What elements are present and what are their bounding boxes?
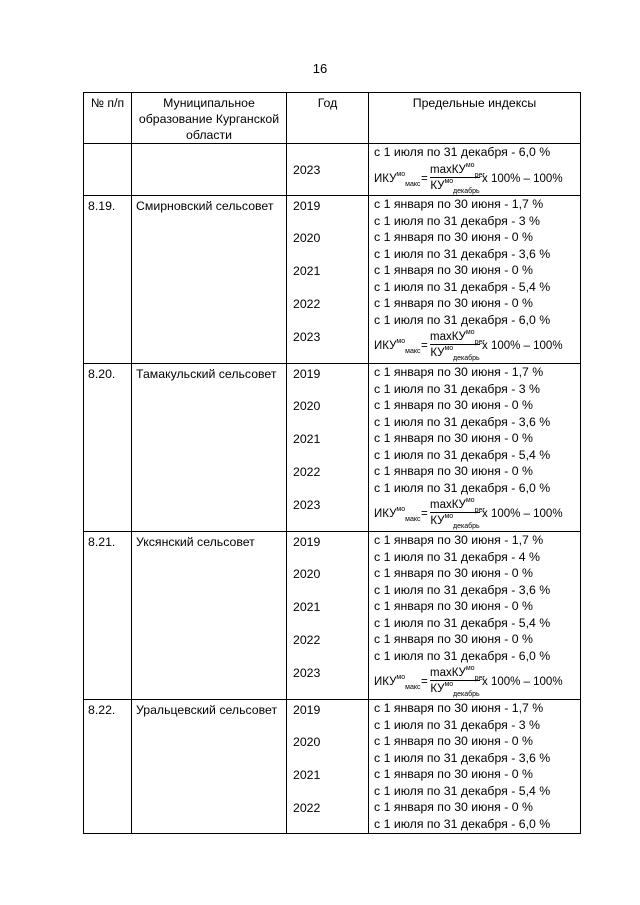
cell-num: 8.22. <box>84 700 132 834</box>
formula-tail: x 100% – 100% <box>482 676 563 688</box>
index-line: с 1 января по 30 июня - 0 % <box>374 800 533 814</box>
cell-municipality: Уральцевский сельсовет <box>132 700 287 834</box>
table-row-continuation <box>84 144 581 196</box>
cell-year <box>287 144 369 196</box>
formula-eq: = <box>421 172 428 185</box>
index-line: с 1 июля по 31 декабря - 3,6 % <box>374 582 551 597</box>
year-label: 2021 <box>293 264 321 278</box>
index-line: с 1 июля по 31 декабря - 5,4 % <box>374 783 551 798</box>
index-line: с 1 июля по 31 декабря - 6,0 % <box>374 145 551 159</box>
formula-lhs-sup: мо <box>396 674 406 681</box>
index-line: с 1 июля по 31 декабря - 3 % <box>374 213 540 228</box>
formula-lhs-sub: макс <box>405 180 421 188</box>
page-number: 16 <box>312 61 328 76</box>
index-line: с 1 января по 30 июня - 1,7 % <box>374 701 544 715</box>
table-header-row <box>84 93 581 144</box>
formula-lhs-sup: мо <box>396 506 406 513</box>
formula-lhs: ИКУ <box>374 340 397 352</box>
index-line: с 1 января по 30 июня - 1,7 % <box>374 197 544 211</box>
table-row <box>84 532 581 700</box>
formula-eq: = <box>421 676 428 688</box>
cell-municipality: Тамакульский сельсовет <box>132 364 287 532</box>
cell-years <box>287 196 369 364</box>
index-line: с 1 января по 30 июня - 0 % <box>374 599 533 613</box>
index-line: с 1 июля по 31 декабря - 6,0 % <box>374 480 551 495</box>
formula-tail: x 100% – 100% <box>482 508 563 520</box>
formula-lhs: ИКУ <box>374 508 397 520</box>
index-line: с 1 января по 30 июня - 1,7 % <box>374 533 544 547</box>
formula-num-sub: рег <box>474 339 485 346</box>
year-label: 2023 <box>293 330 321 344</box>
formula-num-sup: мо <box>465 161 475 169</box>
formula-num: maxКУ <box>430 163 466 176</box>
formula-num-sub: рег <box>474 171 485 179</box>
cell-indices <box>369 700 581 834</box>
year-label: 2023 <box>293 498 321 512</box>
index-formula <box>374 664 580 698</box>
year-label: 2020 <box>293 399 321 413</box>
tariff-index-table <box>83 92 581 834</box>
header-municipality: Муниципальное образование Курганской области <box>132 93 287 144</box>
year-label: 2022 <box>293 465 321 479</box>
formula-den-sup: мо <box>444 345 454 352</box>
year-label: 2020 <box>293 231 321 245</box>
formula-den-sub: декабрь <box>453 187 480 195</box>
index-line: с 1 июля по 31 декабря - 5,4 % <box>374 615 551 630</box>
index-formula <box>374 161 580 195</box>
header-num: № п/п <box>84 93 132 144</box>
year-label: 2022 <box>293 297 321 311</box>
year-label: 2020 <box>293 735 321 749</box>
index-line: с 1 июля по 31 декабря - 5,4 % <box>374 447 551 462</box>
index-line: с 1 июля по 31 декабря - 6,0 % <box>374 816 551 831</box>
formula-num: maxКУ <box>430 499 466 511</box>
formula-den-sub: декабрь <box>453 523 480 530</box>
cell-years <box>287 364 369 532</box>
index-line: с 1 января по 30 июня - 0 % <box>374 230 533 244</box>
formula-den: КУ <box>430 347 445 359</box>
header-year: Год <box>287 93 369 144</box>
index-line: с 1 июля по 31 декабря - 5,4 % <box>374 279 551 294</box>
cell-indices <box>369 532 581 700</box>
year-label: 2019 <box>293 199 321 213</box>
year-label: 2023 <box>293 666 321 680</box>
cell-num-empty <box>84 144 132 196</box>
year-label: 2021 <box>293 432 321 446</box>
year-label: 2019 <box>293 703 321 717</box>
formula-den-sub: декабрь <box>453 691 480 698</box>
formula-den-sub: декабрь <box>453 355 480 362</box>
formula-tail: x 100% – 100% <box>482 172 563 185</box>
index-line: с 1 января по 30 июня - 0 % <box>374 431 533 445</box>
index-line: с 1 июля по 31 декабря - 6,0 % <box>374 648 551 663</box>
formula-num-sup: мо <box>465 329 475 336</box>
index-line: с 1 июля по 31 декабря - 3,6 % <box>374 750 551 765</box>
formula-den-sup: мо <box>444 513 454 520</box>
formula-lhs: ИКУ <box>374 676 397 688</box>
year-label: 2021 <box>293 600 321 614</box>
cell-num: 8.20. <box>84 364 132 532</box>
index-line: с 1 июля по 31 декабря - 3,6 % <box>374 246 551 261</box>
formula-den-sup: мо <box>444 177 454 185</box>
formula-num-sup: мо <box>465 497 475 504</box>
formula-den: КУ <box>430 683 445 695</box>
year-label: 2022 <box>293 633 321 647</box>
header-indices: Предельные индексы <box>369 93 581 144</box>
formula-lhs-sup: мо <box>396 170 406 178</box>
formula-lhs-sup: мо <box>396 338 406 345</box>
index-formula <box>374 328 580 362</box>
index-line: с 1 января по 30 июня - 0 % <box>374 566 533 580</box>
year-label: 2021 <box>293 768 321 782</box>
formula-num-sup: мо <box>465 665 475 672</box>
index-formula <box>374 496 580 530</box>
index-line: с 1 января по 30 июня - 0 % <box>374 767 533 781</box>
index-line: с 1 января по 30 июня - 0 % <box>374 296 533 310</box>
index-line: с 1 января по 30 июня - 0 % <box>374 632 533 646</box>
year-label: 2022 <box>293 801 321 815</box>
formula-eq: = <box>421 340 428 352</box>
cell-num: 8.21. <box>84 532 132 700</box>
table-row <box>84 700 581 834</box>
index-line: с 1 января по 30 июня - 1,7 % <box>374 365 544 379</box>
formula-num: maxКУ <box>430 667 466 679</box>
cell-municipality: Смирновский сельсовет <box>132 196 287 364</box>
table-row <box>84 196 581 364</box>
cell-years <box>287 532 369 700</box>
cell-indices <box>369 144 581 196</box>
index-line: с 1 июля по 31 декабря - 3 % <box>374 381 540 396</box>
formula-lhs-sub: макс <box>405 348 421 355</box>
index-line: с 1 июля по 31 декабря - 3 % <box>374 717 540 732</box>
index-line: с 1 января по 30 июня - 0 % <box>374 734 533 748</box>
year-label: 2019 <box>293 367 321 381</box>
cell-municipality: Уксянский сельсовет <box>132 532 287 700</box>
table-row <box>84 364 581 532</box>
index-line: с 1 января по 30 июня - 0 % <box>374 398 533 412</box>
formula-tail: x 100% – 100% <box>482 340 563 352</box>
index-line: с 1 июля по 31 декабря - 6,0 % <box>374 312 551 327</box>
index-line: с 1 июля по 31 декабря - 3,6 % <box>374 414 551 429</box>
formula-num-sub: рег <box>474 675 485 682</box>
index-line: с 1 января по 30 июня - 0 % <box>374 263 533 277</box>
year-label: 2019 <box>293 535 321 549</box>
cell-indices <box>369 364 581 532</box>
formula-lhs-sub: макс <box>405 516 421 523</box>
year-label: 2023 <box>293 163 321 177</box>
index-line: с 1 января по 30 июня - 0 % <box>374 464 533 478</box>
cell-name-empty <box>132 144 287 196</box>
cell-years <box>287 700 369 834</box>
index-line: с 1 июля по 31 декабря - 4 % <box>374 549 540 564</box>
formula-lhs-sub: макс <box>405 684 421 691</box>
formula-num-sub: рег <box>474 507 485 514</box>
formula-den: КУ <box>430 515 445 527</box>
formula-den: КУ <box>430 179 445 192</box>
cell-num: 8.19. <box>84 196 132 364</box>
formula-den-sup: мо <box>444 681 454 688</box>
formula-eq: = <box>421 508 428 520</box>
formula-num: maxКУ <box>430 331 466 343</box>
year-label: 2020 <box>293 567 321 581</box>
cell-indices <box>369 196 581 364</box>
formula-lhs: ИКУ <box>374 172 397 185</box>
